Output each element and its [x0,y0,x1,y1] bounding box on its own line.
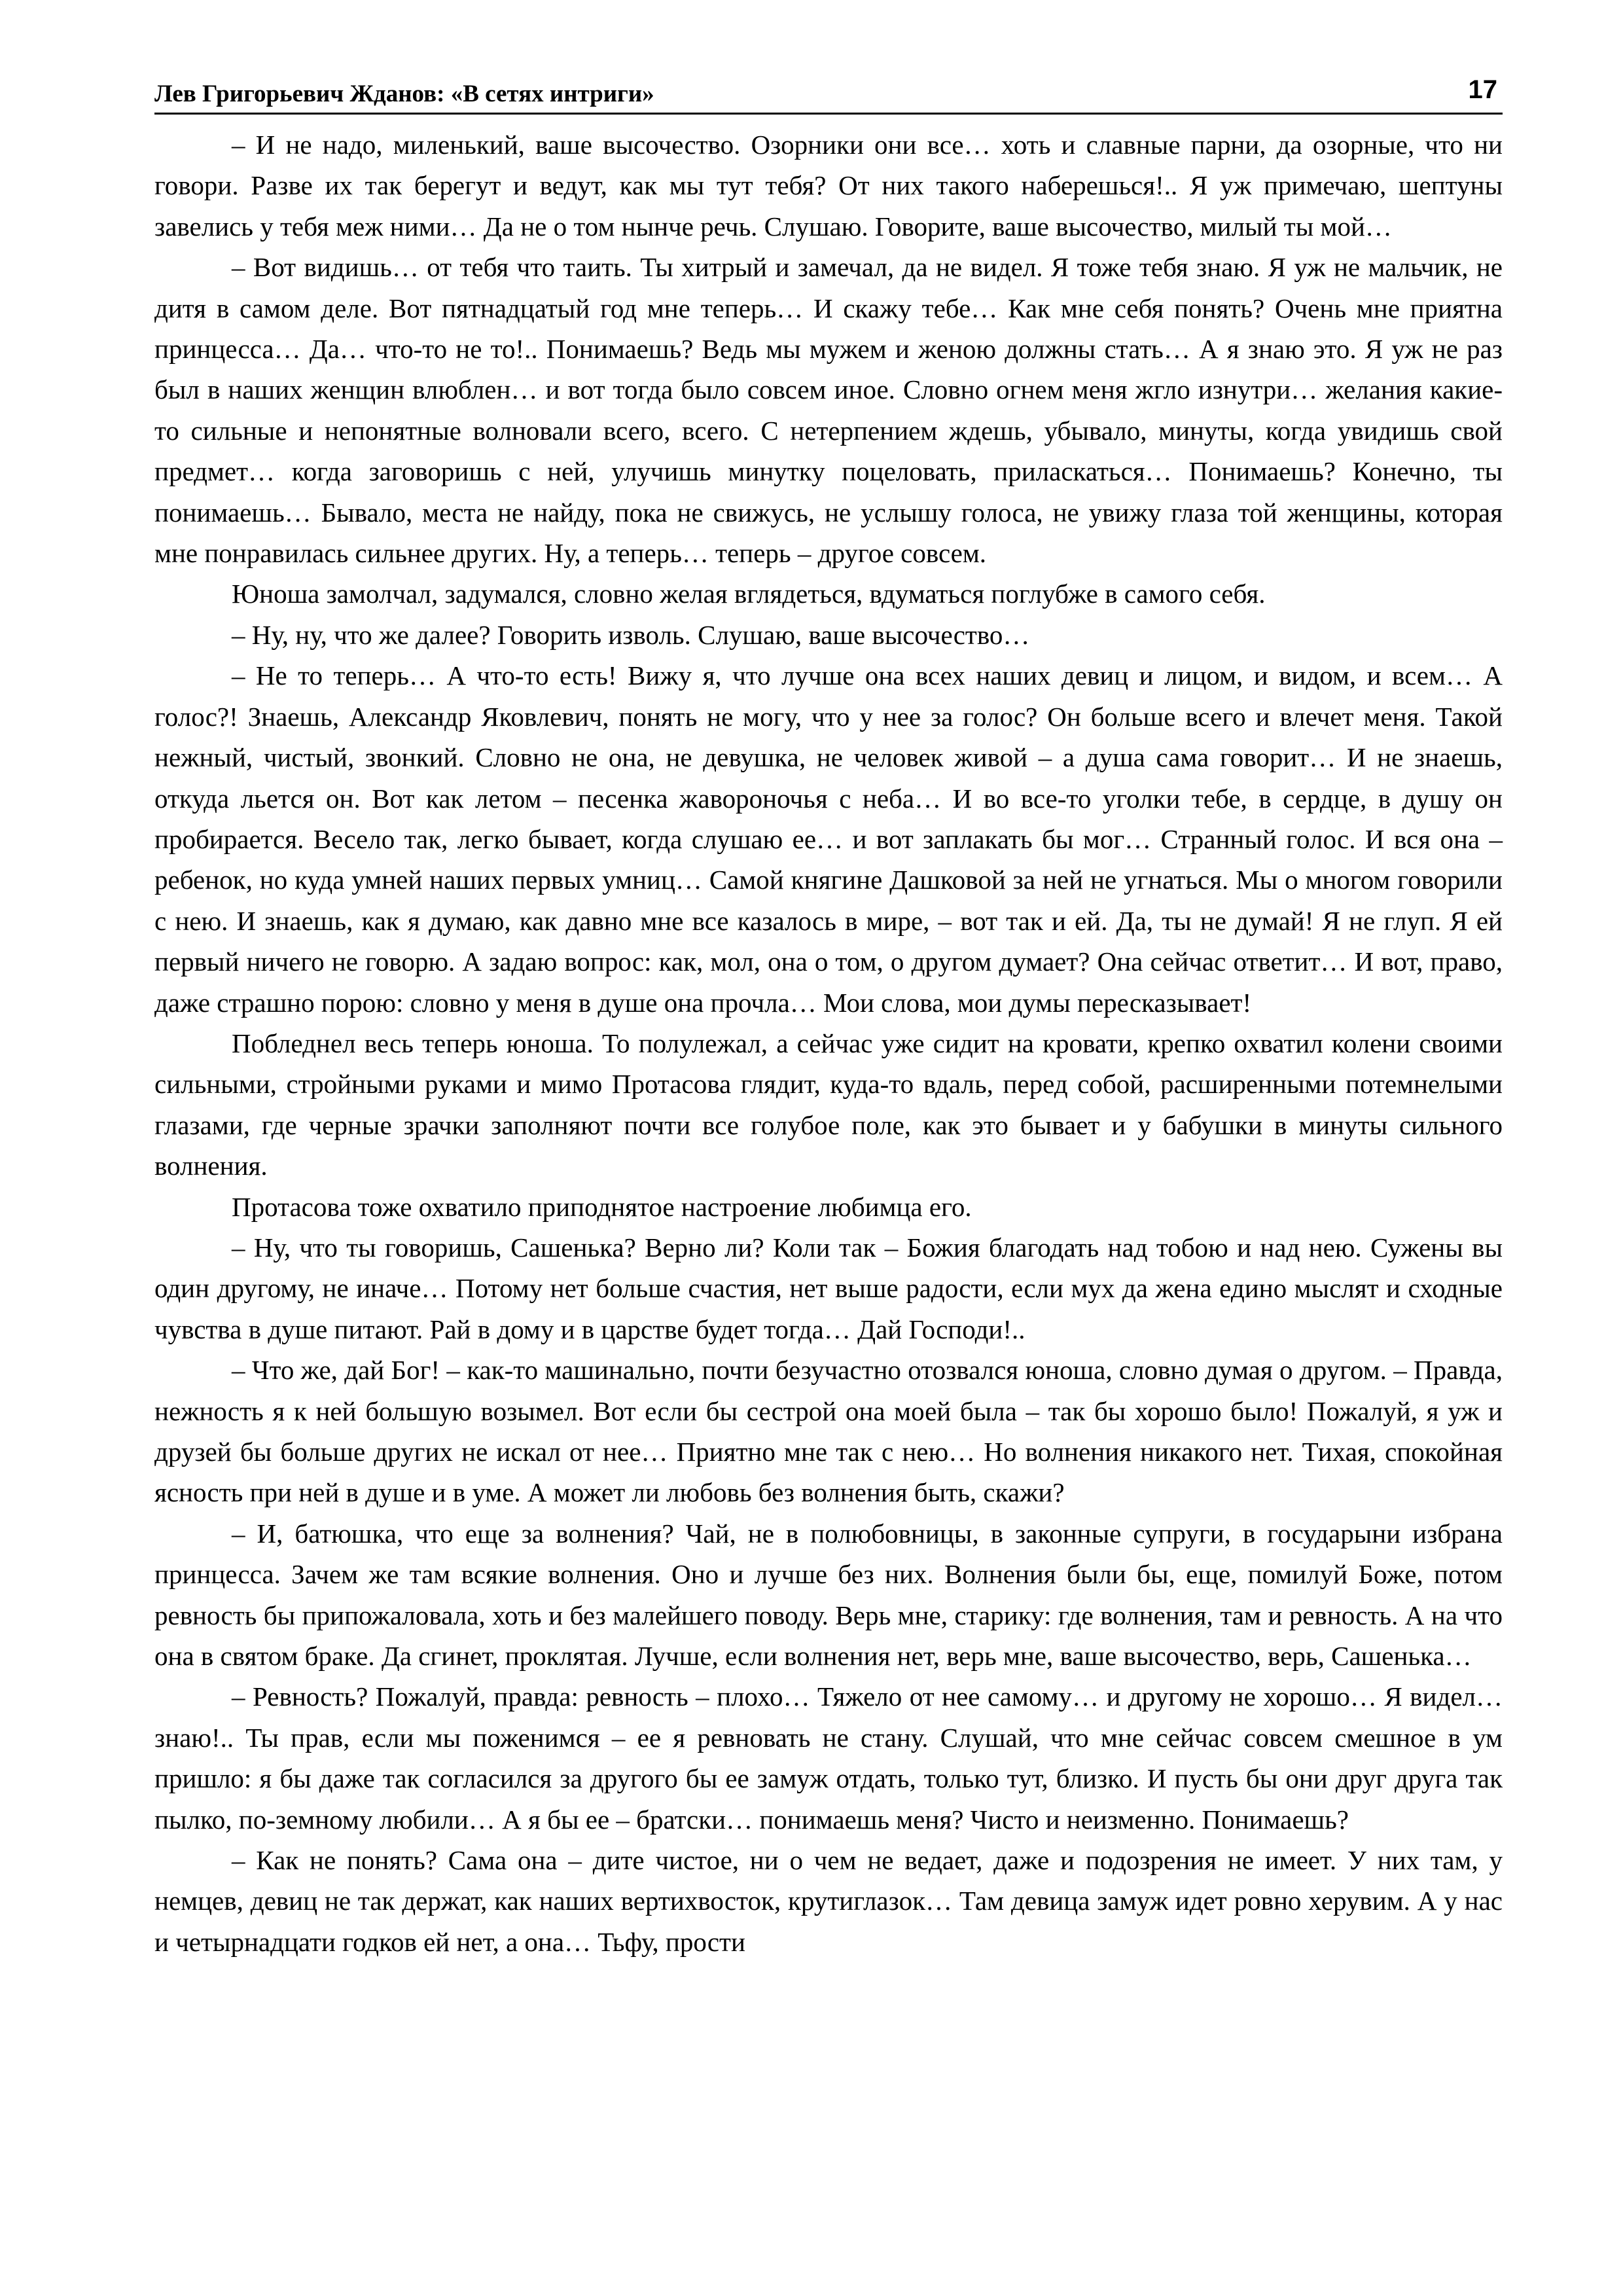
paragraph: Протасова тоже охватило приподнятое настроение любимца его. [232,1191,972,1222]
paragraph: – И, батюшка, что еще за волнения? Чай, не в полюбовницы, в законные супруги, в государыни избрана принцесса. Зачем же там всякие волнения. Оно и лучше без них. Волнения были бы, еще, помилуй Боже, потом ревность бы припожаловала, хоть и без малейшего поводу. Верь мне, старику: где волнения, там и ревность. А на что она в святом браке. Да сгинет, проклятая. Лучше, если волнения нет, верь мне, ваше высочество, верь, Сашенька… [154,1518,1503,1672]
running-header [154,71,1503,115]
paragraph: – Ревность? Пожалуй, правда: ревность – плохо… Тяжело от нее самому… и другому не хорошо… Я видел… знаю!.. Ты прав, если мы поженимся – ее я ревновать не стану. Слушай, что мне сейчас совсем смешное в ум пришло: я бы даже так согласился за другого бы ее замуж отдать, только тут, близко. И пусть бы они друг друга так пылко, по-земному любили… А я бы ее – братски… понимаешь меня? Чисто и неизменно. Понимаешь? [154,1681,1503,1835]
paragraph: Юноша замолчал, задумался, словно желая вглядеться, вдуматься поглубже в самого себя. [232,579,1266,609]
paragraph: – Не то теперь… А что-то есть! Вижу я, что лучше она всех наших девиц и лицом, и видом, и всем… А голос?! Знаешь, Александр Яковлевич, понять не могу, что у нее за голос? Он больше всего и влечет меня. Такой нежный, чистый, звонкий. Словно не она, не девушка, не человек живой – а душа сама говорит… И не знаешь, откуда льется он. Вот как летом – песенка жавороночья с неба… И во все-то уголки тебе, в сердце, в душу он пробирается. Весело так, легко бывает, когда слушаю ее… и вот заплакать бы мог… Странный голос. И вся она – ребенок, но куда умней наших первых умниц… Самой княгине Дашковой за ней не угнаться. Мы о многом говорили с нею. И знаешь, как я думаю, как давно мне все казалось в мире, – вот так и ей. Да, ты не думай! Я не глуп. Я ей первый ничего не говорю. А задаю вопрос: как, мол, она о том, о другом думает? Она сейчас ответит… И вот, право, даже страшно порою: словно у меня в душе она прочла… Мои слова, мои думы пересказывает! [154,660,1503,1018]
paragraph: – Ну, что ты говоришь, Сашенька? Верно ли? Коли так – Божия благодать над тобою и над нею. Сужены вы один другому, не иначе… Потому нет больше счастия, нет выше радости, если мух да жена едино мыслят и сходные чувства в душе питают. Рай в дому и в царстве будет тогда… Дай Господи!.. [154,1232,1503,1344]
body-text [154,124,1503,1962]
paragraph: – И не надо, миленький, ваше высочество. Озорники они все… хоть и славные парни, да озорные, что ни говори. Разве их так берегут и ведут, как мы тут тебя? От них такого наберешься!.. Я уж примечаю, шептуны завелись у тебя меж ними… Да не о том нынче речь. Слушаю. Говорите, ваше высочество, милый ты мой… [154,130,1503,242]
page-number: 17 [1468,75,1497,104]
header-title: Лев Григорьевич Жданов: «В сетях интриги» [154,81,654,107]
paragraph: – Что же, дай Бог! – как-то машинально, почти безучастно отозвался юноша, словно думая о другом. – Правда, нежность я к ней большую возымел. Вот если бы сестрой она моей была – так бы хорошо было! Пожалуй, я уж и друзей бы больше других не искал от нее… Приятно мне так с нею… Но волнения никакого нет. Тихая, спокойная ясность при ней в душе и в уме. А может ли любовь без волнения быть, скажи? [154,1355,1503,1508]
paragraph: – Как не понять? Сама она – дите чистое, ни о чем не ведает, даже и подозрения не имеет. У них там, у немцев, девиц не так держат, как наших вертихвосток, крутиглазок… Там девица замуж идет ровно херувим. А у нас и четырнадцати годков ей нет, а она… Тьфу, прости [154,1845,1503,1957]
paragraph: Побледнел весь теперь юноша. То полулежал, а сейчас уже сидит на кровати, крепко охватил колени своими сильными, стройными руками и мимо Протасова глядит, куда-то вдаль, перед собой, расширенными потемнелыми глазами, где черные зрачки заполняют почти все голубое поле, как это бывает и у бабушки в минуты сильного волнения. [154,1028,1503,1181]
paragraph: – Ну, ну, что же далее? Говорить изволь. Слушаю, ваше высочество… [232,619,1030,650]
paragraph: – Вот видишь… от тебя что таить. Ты хитрый и замечал, да не видел. Я тоже тебя знаю. Я уж не мальчик, не дитя в самом деле. Вот пятнадцатый год мне теперь… И скажу тебе… Как мне себя понять? Очень мне приятна принцесса… Да… что-то не то!.. Понимаешь? Ведь мы мужем и женою должны стать… А я знаю это. Я уж не раз был в наших женщин влюблен… и вот тогда было совсем иное. Словно огнем меня жгло изнутри… желания какие-то сильные и непонятные волновали всего, всего. С нетерпением ждешь, убывало, минуты, когда увидишь свой предмет… когда заговоришь с ней, улучишь минутку поцеловать, приласкаться… Понимаешь? Конечно, ты понимаешь… Бывало, места не найду, пока не свижусь, не услышу голоса, не увижу глаза той женщины, которая мне понравилась сильнее других. Ну, а теперь… теперь – другое совсем. [154,252,1503,569]
